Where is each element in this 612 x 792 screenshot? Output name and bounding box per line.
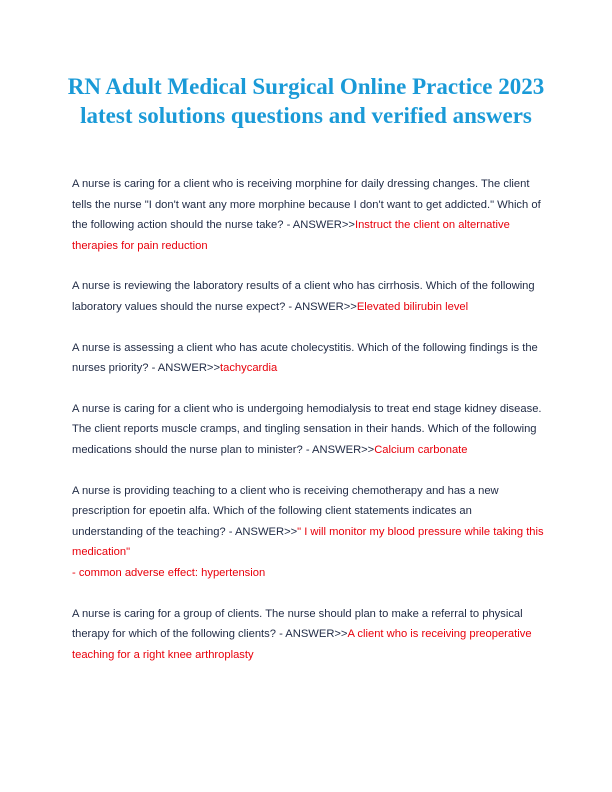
question-text: A nurse is caring for a client who is receiving morphine for daily dressing changes. The client tells the nurse "I don't want any more morphine because I don't want to get addicted." Which of the following action should the nurse take? - ANSWER>> (72, 178, 541, 232)
question-text: A nurse is providing teaching to a client who is receiving chemotherapy and has a new prescription for epoetin alfa. Which of the following client statements indicates an understanding of the teaching? - ANSWER>> (72, 484, 499, 538)
answer-text: Calcium carbonate (374, 443, 468, 456)
document-title: RN Adult Medical Surgical Online Practice 2023 latest solutions questions and verified answers (67, 74, 545, 128)
answer-note: - common adverse effect: hypertension (72, 566, 266, 579)
question-text: A nurse is reviewing the laboratory results of a client who has cirrhosis. Which of the following laboratory values should the nurse expect? - ANSWER>> (72, 280, 535, 313)
answer-text: Instruct the client on alternative therapies for pain reduction (72, 219, 510, 252)
qa-item (72, 399, 544, 461)
question-text: A nurse is caring for a client who is undergoing hemodialysis to treat end stage kidney disease. The client reports muscle cramps, and tingling sensation in their hands. Which of the following medications should the nurse plan to minister? - ANSWER>> (72, 402, 542, 456)
answer-text: " I will monitor my blood pressure while taking this medication" (72, 525, 544, 559)
qa-item (72, 481, 544, 584)
question-text: A nurse is caring for a group of clients. The nurse should plan to make a referral to physical therapy for which of the following clients? - ANSWER>> (72, 607, 523, 641)
question-text: A nurse is assessing a client who has acute cholecystitis. Which of the following findings is the nurses priority? - ANSWER>> (72, 341, 538, 375)
qa-item (72, 604, 544, 666)
qa-item (72, 338, 544, 379)
answer-text: Elevated bilirubin level (356, 300, 469, 313)
answer-text: A client who is receiving preoperative teaching for a right knee arthroplasty (72, 628, 532, 661)
qa-item (72, 276, 544, 317)
answer-text: tachycardia (219, 362, 278, 375)
qa-list (72, 174, 544, 685)
qa-item (72, 174, 544, 256)
